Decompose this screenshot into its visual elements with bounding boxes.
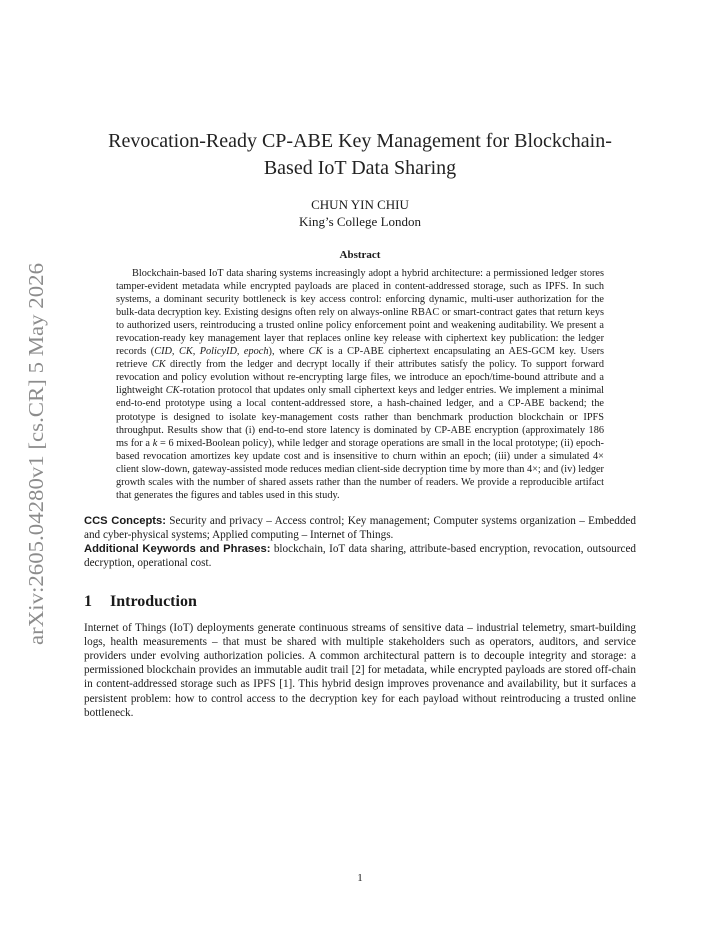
- abstract-math: k: [152, 437, 158, 449]
- section-heading-introduction: [84, 593, 636, 611]
- ccs-keywords-block: [84, 514, 636, 571]
- section-number: 1: [84, 592, 92, 610]
- abstract-text: Blockchain-based IoT data sharing systems increasingly adopt a hybrid architecture: a permissioned ledger stores tamper-evident metadata while encrypted payloads are placed in content-addressed storage, such as IPFS. In such systems, a dominant security bottleneck is key access control: enforcing dynamic, multi-user authorization for the bulk-data decryption key. Existing designs often rely on always-online RBAC or smart-contract gates that return keys to authorized users, reintroducing a trusted online policy enforcement point and weakening auditability. We present a revocation-ready key management layer that replaces online key release with ciphertext key publication: the ledger records (: [116, 268, 604, 358]
- abstract-text: -rotation protocol that updates only small ciphertext keys and ledger entries. We implement a minimal end-to-end prototype using a local content-addressed store, a hash-chained ledger, and a CP-ABE backend; the prototype is designed to isolate key-management costs rather than benchmark production blockchain or IPFS throughput. Results show that (i) end-to-end store latency is dominated by CP-ABE encryption (approximately 186 ms for a: [116, 385, 605, 449]
- abstract-math: CK: [308, 346, 323, 358]
- additional-keywords: [84, 542, 636, 570]
- abstract-text: ), where: [268, 346, 309, 358]
- ccs-concepts-label: CCS Concepts:: [84, 514, 166, 527]
- paper-page: [84, 128, 636, 720]
- keywords-text: blockchain, IoT data sharing, attribute-based encryption, revocation, outsourced decryption, operational cost.: [84, 543, 637, 570]
- abstract-math: CK: [151, 359, 166, 371]
- section-title: Introduction: [110, 592, 197, 610]
- ccs-concepts-text: Security and privacy – Access control; Key management; Computer systems organization – Embedded and cyber-physical systems; Applied computing – Internet of Things.: [84, 514, 636, 542]
- page-number: 1: [357, 872, 363, 884]
- author-block: [84, 196, 636, 230]
- author-affiliation: King’s College London: [298, 214, 422, 229]
- author-name: CHUN YIN CHIU: [311, 197, 409, 212]
- introduction-paragraph: Internet of Things (IoT) deployments generate continuous streams of sensitive data – industrial telemetry, smart-building logs, health measurements – that must be shared with multiple stakeholders such as operators, auditors, and service providers under evolving authorization policies. A common architectural pattern is to decouple integrity and storage: a permissioned blockchain provides an immutable audit trail [2] for metadata, while encrypted payloads are stored off-chain in content-addressed storage such as IPFS [1]. This hybrid design improves provenance and availability, but it surfaces a persistent problem: how to control access to the decryption key for each payload without reintroducing a trusted online bottleneck.: [84, 621, 636, 719]
- abstract-text: is a CP-ABE ciphertext encapsulating an AES-GCM key. Users retrieve: [116, 346, 605, 371]
- keywords-label: Additional Keywords and Phrases:: [84, 543, 271, 556]
- arxiv-stamp-svg: [10, 260, 60, 650]
- abstract-heading: Abstract: [339, 249, 381, 261]
- abstract-body: [116, 267, 604, 502]
- arxiv-stamp-text: arXiv:2605.04280v1 [cs.CR] 5 May 2026: [24, 285, 48, 645]
- ccs-concepts: [84, 514, 636, 542]
- abstract-math: CID, CK, PolicyID, epoch: [154, 346, 269, 358]
- arxiv-stamp: [10, 260, 60, 650]
- abstract-text: = 6 mixed-Boolean policy), while ledger and storage operations are small in the local prototype; (ii) epoch-based revocation amortizes key update cost and is insensitive to churn within an epoch; (iii) under a simulated 4× client slow-down, gateway-assisted mode reduces median client-side decryption time by more than 4×; and (iv) ledger growth scales with the number of shared assets rather than the number of readers. We provide a reproducible artifact that generates the figures and tables used in this study.: [116, 437, 604, 501]
- abstract-math: CK: [165, 385, 180, 397]
- paper-title: Revocation-Ready CP-ABE Key Management for Blockchain-Based IoT Data Sharing: [108, 130, 612, 179]
- abstract-text: directly from the ledger and decrypt locally if their attributes satisfy the policy. To support forward revocation and policy evolution without re-encrypting large files, we introduce an epoch/time-bound attribute and a lightweight: [116, 359, 604, 397]
